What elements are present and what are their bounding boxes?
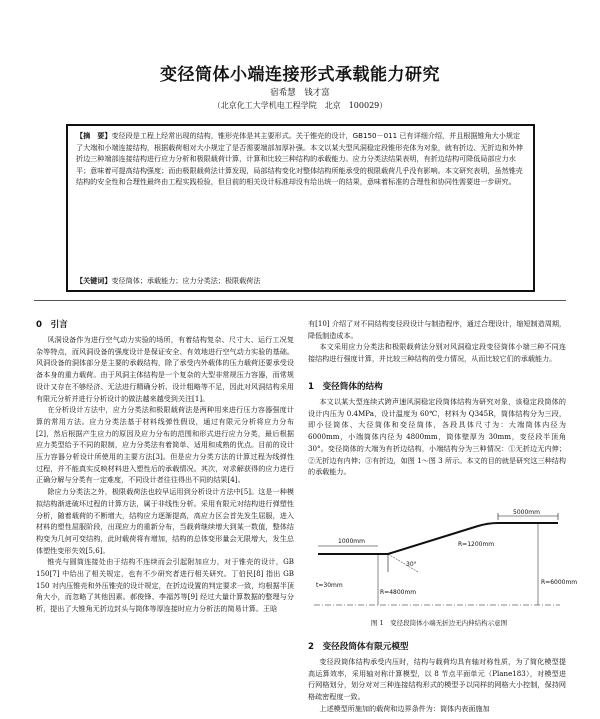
dim-label-top: 5000mm bbox=[513, 509, 540, 516]
right-column-sec2 bbox=[308, 656, 566, 715]
keywords-body: 变径筒体；承载能力；应力分类法；极限载荷法 bbox=[111, 276, 261, 285]
paragraph: 锥壳与圆筒连接处由于结构不连续而会引起附加应力，对于锥壳的设计，GB 150[7] 中给出了相关规定，也有不少研究者进行相关研究。丁伯民[8] 指出 GB 150 对内压锥壳和外压锥壳的设计规定，在折边设置的判定要求一致，均根据半顶角大小，而忽略了其他因素。郝俊锋、李福苏等[9] 经过大量计算数据的整理与分析，提出了大锥角无折边封头与筒体等厚连接时应力分析法的简易计算。王晗 bbox=[36, 557, 294, 614]
abstract-body: 变径段是工程上经常出现的结构，锥形壳体是其主要形式。关于锥壳的设计，GB150－011 已有详细介绍，并且根据锥角大小规定了大端和小端连接结构，根据载荷相对大小规定了是否需要端部加厚补强。本文以某大型风洞稳定段锥形壳体为对象，就有折边、无折边和外伸折边三种端部连接结构进行应力分析和极限载荷计算，计算和比较三种结构的承载能力。应力分类法结果表明，有折边结构可降低局部应力水平；意味着可提高结构强度；而由极限载荷法计算发现，局部结构变化对整体结构所能承受的极限载荷几乎没有影响。本文研究表明，虽然锥壳结构的安全性和合理性最终由工程实践检验，但目前的相关设计标准却没有给出统一的结果，意味着标准的合理性和协同性需要进一步研究。 bbox=[76, 131, 523, 187]
right-column-sec1 bbox=[308, 396, 566, 478]
radius-label: R=1200mm bbox=[458, 541, 495, 548]
keywords-label: 【关键词】 bbox=[76, 276, 112, 285]
paragraph: 除应力分类法之外，极限载荷法也较早运用到分析设计方法中[5]。这是一种模拟结构渐进破坏过程的计算方法，属于非线性分析。采用有限元对结构进行弹塑性分析，随着载荷的不断增大，结构应力逐渐提高，高应力区会首先发生屈服，进入材料的塑性屈服阶段，出现应力的重新分布，当载荷继续增大到某一数值，整体结构变为几何可变结构，此时载荷将有增加，结构的总体变形量会无限增大，发生总体塑性变形失效[5,6]。 bbox=[36, 487, 294, 555]
cone-shell-diagram bbox=[308, 509, 578, 616]
paragraph: 风洞设备作为进行空气动力实验的场所，有着结构复杂、尺寸大、运行工况复杂等特点，而风洞设备的强度设计是保证安全、有效地进行空气动力实验的基础。风洞设备的洞体部分是主要的承载结构，除了承受内外载体的压力载荷还要承受设备本身的重力载荷。由于风洞主体结构是一个复杂的大型非常规压力容器，而常规设计又存在不够经济、无法进行精确分析、设计粗略等不足，因此对风洞结构采用有限元分析并进行分析设计的做法越来越受到关注[1]。 bbox=[36, 335, 294, 403]
angle-label: 30° bbox=[406, 561, 417, 568]
header-divider bbox=[34, 300, 566, 301]
paragraph: 变径段筒体结构承受内压时，结构与载荷均具有轴对称性质，为了简化模型提高运算效率，采用轴对称计算模型，以 8 节点平面单元（Plane183），对模型进行网格划分，划分对对三种连接结构形式的模型予以同样的网格大小控制，保持网格疏密程度一致。 bbox=[308, 657, 566, 702]
right-column-top bbox=[308, 318, 566, 365]
keywords-line bbox=[76, 275, 531, 287]
figure-1 bbox=[308, 509, 578, 616]
figure-caption: 图 1 变径段筒体小端无折边无内伸结构示意图 bbox=[370, 619, 508, 627]
large-radius-label: R=6000mm bbox=[541, 579, 578, 586]
small-radius-label: R=4800mm bbox=[380, 589, 417, 596]
paragraph: 本文采用应力分类法和极限载荷法分别对风洞稳定段变径筒体小端三种不同连接结构进行强度计算，并比较三种结构的受力情况，从而比较它们的承载能力。 bbox=[308, 342, 566, 364]
abstract-label: 【摘 要】 bbox=[76, 131, 112, 140]
section-heading-intro: 0 引言 bbox=[36, 320, 68, 330]
paragraph: 在分析设计方法中，应力分类法和极限载荷法是两种用来进行压力容器强度计算的常用方法。应力分类法基于材料线弹性假设，通过有限元分析将应力分布[2]，然后根据产生应力的原因及应力分布的范围和形式进行应力分类，最后根据应力类型给予不同的限制，应力分类法有着简单、适用和成熟的优点。目前的设计压力容器分析设计所使用的主要方法[3]。但是应力分类方法的计算过程为线弹性过程，并不能真实反映材料进入塑性后的承载情况。其次，对求解获得的应力进行正确分解与分类有一定难度，不同设计者往往得出不同的结果[4]。 bbox=[36, 405, 294, 485]
paper-title: 变径筒体小端连接形式承载能力研究 bbox=[160, 65, 440, 85]
paragraph: 上述模型所施加的载荷和边界条件为：筒体内表面施加 bbox=[319, 703, 490, 713]
thickness-label: t=30mm bbox=[316, 582, 343, 589]
left-column bbox=[36, 334, 294, 615]
abstract-box bbox=[66, 124, 535, 292]
paragraph: 本文以某大型连续式跨声速风洞稳定段筒体结构为研究对象，该稳定段筒体的设计内压为 0.4MPa，设计温度为 60℃，材料为 Q345R，筒体结构分为三段，即小径筒体、大径筒体和变径筒体，各段具体尺寸为：大端筒体内径为 6000mm，小端筒体内径为 4800mm，筒体壁厚为 30mm，变径段半顶角 30°。变径筒体的大端为有折边结构，小端结构分为三种情况：①无折边无内伸；②无折边有内伸；③有折边，如图 1～图 3 所示。本文的目的就是研究这三种结构的承载能力。 bbox=[308, 397, 566, 477]
author-line: 宿希慧 钱才富 bbox=[270, 88, 330, 98]
section-heading-structure: 1 变径筒体的结构 bbox=[308, 382, 383, 392]
affiliation-line: （北京化工大学机电工程学院 北京 100029） bbox=[212, 101, 388, 110]
dim-label-left: 1000mm bbox=[338, 538, 365, 545]
paragraph: 有[10] 介绍了对不同结构变径段设计与制造程序，通过合理设计，缩短制造周期，降低制造成本。 bbox=[308, 319, 567, 340]
section-heading-fem: 2 变径段筒体有限元模型 bbox=[308, 642, 409, 652]
abstract-text bbox=[76, 130, 527, 188]
